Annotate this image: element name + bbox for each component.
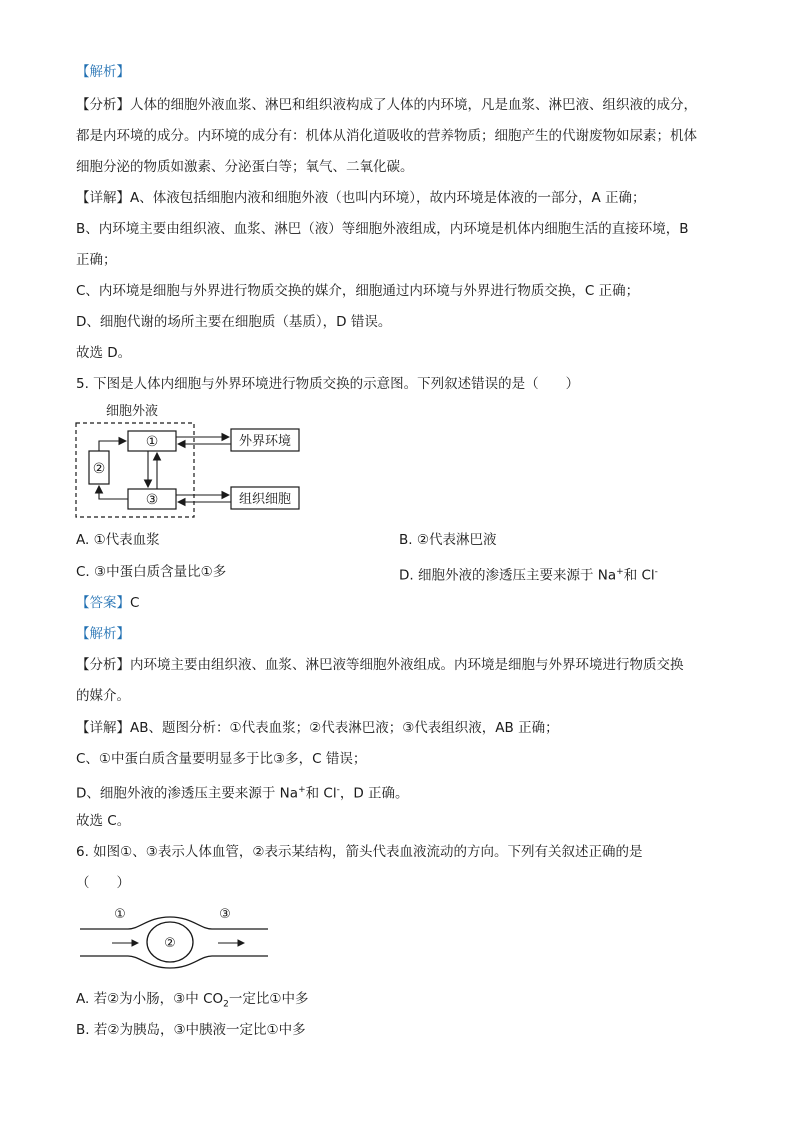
xiangjie-5-d-sup-1: + bbox=[298, 785, 306, 795]
option-b: B. ②代表淋巴液 bbox=[399, 532, 497, 548]
q6-option-a bbox=[76, 989, 308, 1015]
cell-label: 组织细胞 bbox=[238, 492, 292, 507]
xiangjie-5-d-text-1: D、细胞外液的渗透压主要来源于 Na bbox=[76, 785, 299, 802]
fenxi-line-3: 细胞分泌的物质如激素、分泌蛋白等；氧气、二氧化碳。 bbox=[76, 159, 414, 175]
xiangjie-line-b1: B、内环境主要由组织液、血浆、淋巴（液）等细胞外液组成，内环境是机体内细胞生活的直接环境，B bbox=[76, 221, 689, 237]
xiangjie-tag: 【详解】 bbox=[76, 190, 130, 206]
fenxi-5-line-1 bbox=[76, 655, 684, 675]
xiangjie-tag-5: 【详解】 bbox=[76, 720, 130, 736]
box-2-label: ② bbox=[92, 461, 106, 477]
question-6-paren: （ ） bbox=[76, 875, 130, 891]
vessel-3-label: ③ bbox=[219, 907, 231, 922]
xiangjie-line-b2: 正确； bbox=[76, 252, 117, 268]
xiangjie-text: A、体液包括细胞内液和细胞外液（也叫内环境），故内环境是体液的一部分，A 正确； bbox=[130, 190, 646, 206]
q6-option-a-text-2: 一定比①中多 bbox=[228, 991, 309, 1007]
fenxi-line-2: 都是内环境的成分。内环境的成分有：机体从消化道吸收的营养物质；细胞产生的代谢废物如尿素；机体 bbox=[76, 128, 697, 144]
env-label: 外界环境 bbox=[238, 434, 292, 449]
analysis-heading bbox=[76, 62, 130, 82]
fenxi-tag-5: 【分析】 bbox=[76, 657, 130, 673]
answer-value: C bbox=[130, 595, 140, 611]
analysis-tag-5: 【解析】 bbox=[76, 626, 130, 642]
question-5-stem: 5. 下图是人体内细胞与外界环境进行物质交换的示意图。下列叙述错误的是（ ） bbox=[76, 376, 580, 392]
answer-tag: 【答案】 bbox=[76, 595, 130, 611]
choose-line: 故选 D。 bbox=[76, 345, 132, 361]
exchange-diagram bbox=[74, 398, 314, 520]
option-d-text-1: D. 细胞外液的渗透压主要来源于 Na bbox=[399, 567, 617, 584]
option-d bbox=[399, 562, 658, 586]
vessel-1-label: ① bbox=[114, 907, 126, 922]
xiangjie-5-d-sup-2: - bbox=[336, 785, 340, 795]
option-d-sup-2: - bbox=[654, 567, 658, 577]
option-d-sup-1: + bbox=[616, 567, 624, 577]
analysis-tag: 【解析】 bbox=[76, 64, 130, 80]
structure-2-label: ② bbox=[164, 936, 176, 951]
xiangjie-5-d-text-3: ，D 正确。 bbox=[339, 785, 409, 802]
fenxi-text: 人体的细胞外液血浆、淋巴和组织液构成了人体的内环境，凡是血浆、淋巴液、组织液的成分， bbox=[130, 97, 697, 113]
xiangjie-line-a bbox=[76, 188, 646, 208]
blood-vessel-diagram bbox=[78, 900, 274, 980]
xiangjie-5-ab bbox=[76, 718, 559, 738]
arrow-3-to-2 bbox=[99, 486, 128, 499]
fenxi-tag: 【分析】 bbox=[76, 97, 130, 113]
question-6-stem: 6. 如图①、③表示人体血管，②表示某结构，箭头代表血液流动的方向。下列有关叙述正确的是 bbox=[76, 844, 643, 860]
xiangjie-line-d: D、细胞代谢的场所主要在细胞质（基质），D 错误。 bbox=[76, 314, 392, 330]
xiangjie-5-c: C、①中蛋白质含量要明显多于比③多，C 错误； bbox=[76, 751, 367, 767]
fenxi-5-line-2: 的媒介。 bbox=[76, 688, 130, 704]
q6-option-a-text-1: A. 若②为小肠，③中 CO bbox=[76, 991, 224, 1007]
xiangjie-5-d-text-2: 和 Cl bbox=[305, 785, 337, 802]
xiangjie-line-c: C、内环境是细胞与外界进行物质交换的媒介，细胞通过内环境与外界进行物质交换，C 正确； bbox=[76, 283, 640, 299]
extracellular-fluid-label: 细胞外液 bbox=[106, 404, 159, 419]
option-c: C. ③中蛋白质含量比①多 bbox=[76, 564, 227, 580]
answer-line bbox=[76, 593, 139, 613]
fenxi-line-1 bbox=[76, 95, 697, 115]
option-a: A. ①代表血浆 bbox=[76, 532, 160, 548]
arrow-2-to-1 bbox=[99, 441, 126, 451]
q6-option-b: B. 若②为胰岛，③中胰液一定比①中多 bbox=[76, 1022, 306, 1038]
q6-option-a-sub: 2 bbox=[223, 999, 229, 1010]
xiangjie-5-d bbox=[76, 780, 409, 804]
xiangjie-5-ab-text: AB、题图分析：①代表血浆；②代表淋巴液；③代表组织液，AB 正确； bbox=[130, 720, 559, 736]
option-d-text-2: 和 Cl bbox=[623, 567, 655, 584]
fenxi-5-text: 内环境主要由组织液、血浆、淋巴液等细胞外液组成。内环境是细胞与外界环境进行物质交换 bbox=[130, 657, 684, 673]
box-1-label: ① bbox=[145, 434, 159, 450]
analysis-heading-5 bbox=[76, 624, 130, 644]
choose-5-line: 故选 C。 bbox=[76, 813, 131, 829]
box-3-label: ③ bbox=[145, 492, 159, 508]
